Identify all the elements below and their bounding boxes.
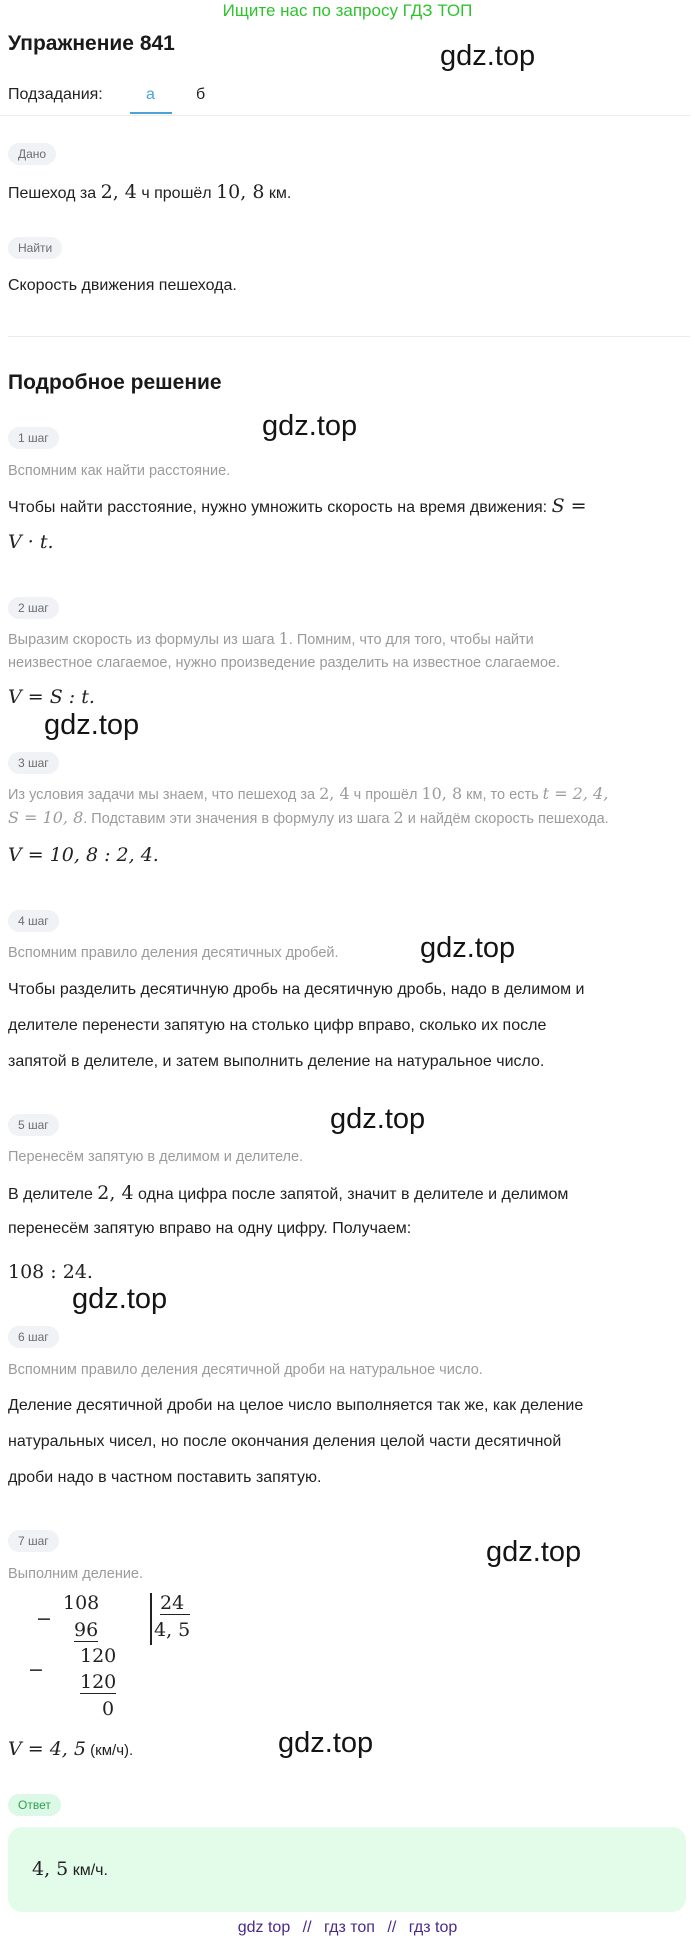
watermark: gdz.top bbox=[486, 1536, 582, 1568]
section-divider bbox=[8, 336, 690, 337]
step-4-label: 4 шаг bbox=[8, 910, 59, 932]
step-7-label: 7 шаг bbox=[8, 1530, 59, 1552]
minus-sign: − bbox=[28, 1659, 44, 1681]
divisor: 24 bbox=[160, 1592, 190, 1615]
step-4-line-3: запятой в делителе, и затем выполнить деление на натуральное число. bbox=[8, 1053, 545, 1070]
subtrahend-1: 96 bbox=[74, 1619, 99, 1641]
remainder-1: 120 bbox=[80, 1645, 117, 1667]
step-5-hint: Перенесём запятую в делимом и делителе. bbox=[8, 1149, 304, 1165]
footer-separator: // bbox=[387, 1919, 397, 1936]
step-6-hint: Вспомним правило деления десятичной дроби на натуральное число. bbox=[8, 1362, 483, 1378]
watermark: gdz.top bbox=[72, 1283, 168, 1315]
tab-subtask-a[interactable]: а bbox=[146, 86, 155, 103]
answer-label: Ответ bbox=[8, 1794, 61, 1816]
watermark: gdz.top bbox=[262, 410, 358, 442]
step-3-label: 3 шаг bbox=[8, 752, 59, 774]
footer-links bbox=[0, 1919, 695, 1937]
tabs-divider bbox=[0, 115, 690, 116]
step-5-label: 5 шаг bbox=[8, 1114, 59, 1136]
given-text: Пешеход за 2, 4 ч прошёл 10, 8 км. bbox=[8, 181, 292, 203]
footer-link[interactable]: гдз top bbox=[408, 1919, 458, 1936]
subtrahend-2: 120 bbox=[80, 1671, 117, 1693]
footer-separator: // bbox=[302, 1919, 312, 1936]
step-5-formula: 108 : 24. bbox=[8, 1261, 93, 1283]
watermark: gdz.top bbox=[278, 1727, 374, 1759]
footer-link[interactable]: гдз топ bbox=[324, 1919, 375, 1936]
find-label: Найти bbox=[8, 237, 62, 259]
answer-box bbox=[8, 1827, 686, 1912]
step-7-result: V = 4, 5 (км/ч). bbox=[8, 1738, 134, 1760]
step-3-formula: V = 10, 8 : 2, 4. bbox=[8, 844, 159, 866]
top-banner[interactable]: Ищите нас по запросу ГДЗ ТОП bbox=[222, 1, 473, 20]
step-1-text: Чтобы найти расстояние, нужно умножить скорость на время движения: S = bbox=[8, 495, 587, 517]
step-2-hint-cont: неизвестное слагаемое, нужно произведение разделить на известное слагаемое. bbox=[8, 655, 561, 671]
step-4-hint: Вспомним правило деления десятичных дробей. bbox=[8, 945, 339, 961]
answer-text: 4, 5 км/ч. bbox=[32, 1858, 108, 1880]
step-5-line-2: перенесём запятую вправо на одну цифру. Получаем: bbox=[8, 1220, 412, 1237]
watermark: gdz.top bbox=[330, 1103, 426, 1135]
find-text: Скорость движения пешехода. bbox=[8, 277, 237, 294]
step-1-formula: V · t. bbox=[8, 531, 54, 553]
step-4-line-2: делителе перенести запятую на столько цифр вправо, сколько их после bbox=[8, 1017, 547, 1034]
step-2-label: 2 шаг bbox=[8, 597, 59, 619]
watermark: gdz.top bbox=[420, 932, 516, 964]
tab-subtask-b[interactable]: б bbox=[196, 86, 206, 103]
watermark: gdz.top bbox=[440, 40, 536, 72]
step-6-label: 6 шаг bbox=[8, 1326, 59, 1348]
given-label: Дано bbox=[8, 143, 56, 165]
quotient: 4, 5 bbox=[154, 1619, 191, 1641]
step-3-hint-cont: S = 10, 8. Подставим эти значения в формулу из шага 2 и найдём скорость пешехода. bbox=[8, 808, 609, 827]
step-1-hint: Вспомним как найти расстояние. bbox=[8, 463, 231, 479]
step-1-label: 1 шаг bbox=[8, 427, 59, 449]
step-5-line-1: В делителе 2, 4 одна цифра после запятой, значит в делителе и делимом bbox=[8, 1182, 569, 1204]
step-6-line-3: дроби надо в частном поставить запятую. bbox=[8, 1469, 322, 1486]
subtasks-label: Подзадания: bbox=[8, 86, 103, 103]
watermark: gdz.top bbox=[44, 709, 140, 741]
step-7-hint: Выполним деление. bbox=[8, 1566, 144, 1582]
solution-title: Подробное решение bbox=[8, 371, 222, 394]
division-bar-vertical bbox=[150, 1593, 152, 1645]
dividend: 108 bbox=[63, 1592, 100, 1614]
step-6-line-2: натуральных чисел, но после окончания деления целой части десятичной bbox=[8, 1433, 562, 1450]
step-4-line-1: Чтобы разделить десятичную дробь на десятичную дробь, надо в делимом и bbox=[8, 981, 585, 998]
step-6-line-1: Деление десятичной дроби на целое число выполняется так же, как деление bbox=[8, 1397, 584, 1414]
step-2-formula: V = S : t. bbox=[8, 686, 95, 708]
step-3-hint: Из условия задачи мы знаем, что пешеход за 2, 4 ч прошёл 10, 8 км, то есть t = 2, 4, bbox=[8, 784, 609, 803]
step-2-hint: Выразим скорость из формулы из шага 1. Помним, что для того, чтобы найти bbox=[8, 629, 534, 648]
minus-sign: − bbox=[36, 1608, 52, 1630]
footer-link[interactable]: gdz top bbox=[237, 1919, 291, 1936]
page-title: Упражнение 841 bbox=[8, 32, 175, 55]
active-tab-indicator bbox=[130, 112, 172, 114]
remainder-2: 0 bbox=[102, 1698, 115, 1720]
